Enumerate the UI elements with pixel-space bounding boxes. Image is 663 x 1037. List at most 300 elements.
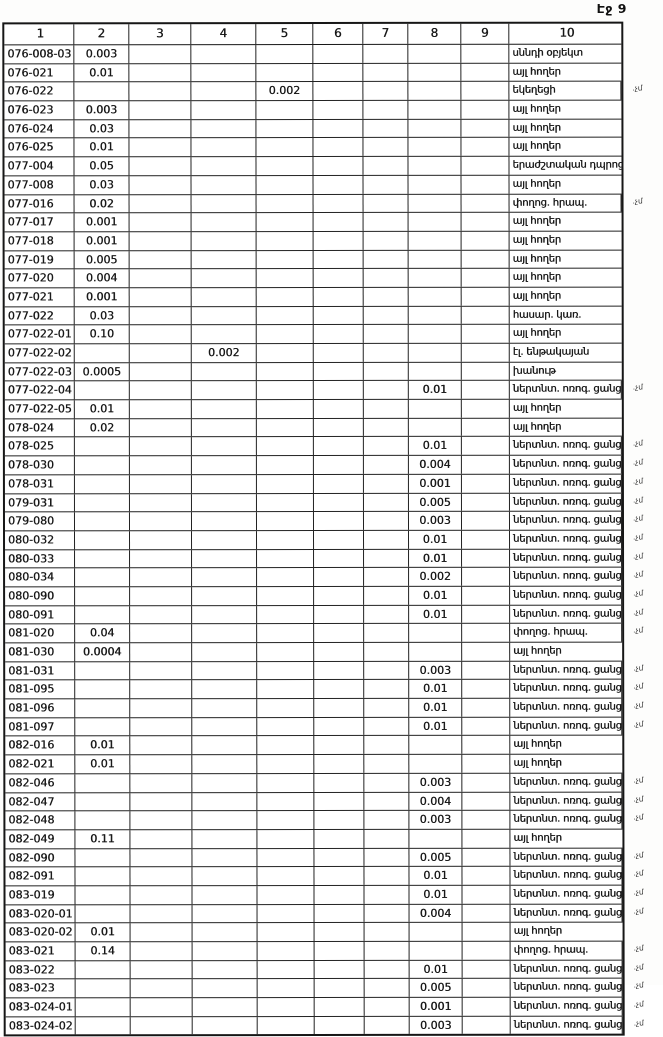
handwritten-margin-note: .չմ — [632, 457, 644, 467]
value-cell — [364, 381, 409, 399]
table-row — [5, 325, 622, 345]
value-cell — [258, 1017, 315, 1035]
value-cell — [314, 437, 364, 455]
page-number-label: Էջ 9 — [596, 1, 627, 16]
value-cell: 0.01 — [409, 531, 462, 549]
value-cell — [462, 605, 510, 623]
table-row — [4, 138, 621, 158]
value-cell — [462, 699, 510, 717]
value-cell: 0.01 — [74, 64, 129, 82]
land-use-cell: հասար. կառ. — [512, 309, 582, 321]
value-cell — [462, 587, 510, 605]
value-cell — [192, 456, 257, 474]
value-cell — [191, 64, 256, 82]
value-cell: 0.004 — [409, 456, 462, 474]
value-cell: 0.02 — [75, 195, 130, 213]
value-cell — [462, 886, 510, 904]
value-cell — [462, 250, 510, 268]
value-cell: 0.01 — [410, 960, 463, 978]
value-cell — [313, 45, 363, 63]
value-cell — [363, 45, 408, 63]
value-cell — [130, 755, 192, 773]
value-cell — [462, 194, 510, 212]
value-cell — [364, 400, 409, 418]
value-cell — [257, 643, 314, 661]
parcel-code-cell: 077-021 — [5, 288, 75, 306]
value-cell — [76, 980, 131, 998]
table-row — [6, 1016, 644, 1035]
value-cell — [409, 325, 462, 343]
value-cell — [364, 456, 409, 474]
parcel-code-cell: 083-022 — [6, 961, 76, 979]
parcel-code-cell: 082-048 — [5, 812, 75, 830]
value-cell — [257, 550, 314, 568]
value-cell — [257, 531, 314, 549]
handwritten-margin-note: .չմ — [633, 551, 644, 561]
value-cell: 0.001 — [75, 232, 130, 250]
value-cell — [75, 886, 130, 904]
handwritten-margin-note: .չմ — [632, 513, 644, 523]
value-cell — [192, 494, 257, 512]
value-cell — [192, 886, 257, 904]
land-use-cell: ներտնտ. ոռոգ. ցանց — [510, 886, 622, 904]
value-cell — [408, 138, 461, 156]
value-cell — [363, 64, 408, 82]
value-cell — [462, 568, 510, 586]
value-cell — [314, 250, 364, 268]
land-use-cell: ներտնտ. ոռոգ. ցանց — [510, 474, 622, 492]
value-cell — [313, 82, 363, 100]
value-cell — [462, 213, 510, 231]
parcel-code-cell: 081-097 — [5, 718, 75, 736]
value-cell — [192, 755, 257, 773]
value-cell — [130, 774, 192, 792]
value-cell: 0.01 — [409, 549, 462, 567]
value-cell — [257, 288, 314, 306]
land-use-cell: այլ հողեր — [512, 402, 562, 414]
value-cell — [192, 531, 257, 549]
value-cell: 0.10 — [75, 326, 130, 344]
value-cell — [314, 568, 364, 586]
value-cell: 0.01 — [409, 718, 462, 736]
value-cell — [130, 269, 192, 287]
value-cell: 0.14 — [76, 942, 131, 960]
value-cell — [192, 811, 257, 829]
parcel-code-cell: 083-021 — [6, 942, 76, 960]
value-cell — [130, 830, 192, 848]
value-cell — [257, 606, 314, 624]
parcel-code-cell: 078-031 — [5, 475, 75, 493]
value-cell — [76, 905, 131, 923]
value-cell — [409, 232, 462, 250]
value-cell — [314, 325, 364, 343]
value-cell — [130, 867, 192, 885]
value-cell — [258, 923, 315, 941]
parcel-code-cell: 079-080 — [5, 513, 75, 531]
value-cell — [130, 400, 192, 418]
value-cell — [364, 755, 409, 773]
value-cell — [258, 979, 315, 997]
table-row — [5, 344, 622, 364]
handwritten-margin-note: .չմ — [633, 775, 644, 785]
value-cell — [364, 176, 409, 194]
table-row — [5, 717, 644, 737]
table-row — [6, 904, 644, 924]
table-row — [5, 755, 622, 775]
table-row — [5, 549, 644, 569]
value-cell — [408, 63, 461, 81]
value-cell — [75, 344, 130, 362]
value-cell — [313, 120, 363, 138]
land-use-cell: սննդի օբյեկտ — [512, 47, 583, 59]
value-cell: 0.001 — [75, 213, 130, 231]
parcel-code-cell: 082-091 — [5, 868, 75, 886]
value-cell — [364, 587, 409, 605]
value-cell — [192, 793, 257, 811]
value-cell — [75, 849, 130, 867]
value-cell — [257, 381, 314, 399]
land-use-cell: ներտնտ. ոռոգ. ցանց — [510, 456, 622, 474]
value-cell — [258, 905, 315, 923]
value-cell — [257, 587, 314, 605]
value-cell — [74, 83, 129, 101]
value-cell — [192, 643, 257, 661]
value-cell — [461, 101, 509, 119]
parcel-code-cell: 078-024 — [5, 419, 75, 437]
value-cell — [364, 194, 409, 212]
value-cell — [191, 45, 256, 63]
value-cell — [462, 232, 510, 250]
value-cell — [192, 606, 257, 624]
land-use-cell: ներտնտ. ոռոգ. ցանց — [510, 680, 622, 698]
value-cell — [364, 774, 409, 792]
value-cell — [364, 232, 409, 250]
value-cell — [314, 830, 364, 848]
value-cell: 0.01 — [76, 924, 131, 942]
value-cell — [364, 792, 409, 810]
value-cell — [257, 176, 314, 194]
value-cell — [130, 606, 192, 624]
parcel-code-cell: 081-030 — [5, 643, 75, 661]
parcel-code-cell: 076-021 — [4, 64, 74, 82]
value-cell — [462, 549, 510, 567]
value-cell — [363, 138, 408, 156]
value-cell — [192, 419, 257, 437]
value-cell — [192, 400, 257, 418]
value-cell — [313, 101, 363, 119]
value-cell — [75, 811, 130, 829]
value-cell — [364, 512, 409, 530]
value-cell — [130, 195, 192, 213]
value-cell — [314, 232, 364, 250]
value-cell — [409, 288, 462, 306]
land-use-cell: այլ հողեր — [512, 178, 561, 190]
cadastre-table — [2, 22, 644, 1037]
table-row — [5, 643, 622, 663]
value-cell — [462, 306, 510, 324]
value-cell — [192, 718, 257, 736]
value-cell — [365, 979, 410, 997]
value-cell — [314, 288, 364, 306]
value-cell — [314, 176, 364, 194]
land-use-cell: ներտնտ. ոռոգ. ցանց — [510, 568, 622, 586]
table-row — [5, 736, 622, 756]
column-header-6: 6 — [313, 24, 363, 44]
table-row — [5, 269, 622, 289]
value-cell — [130, 849, 192, 867]
value-cell: 0.005 — [409, 493, 462, 511]
value-cell — [192, 867, 257, 885]
value-cell — [314, 419, 364, 437]
parcel-code-cell: 077-022-01 — [5, 326, 75, 344]
value-cell — [130, 363, 192, 381]
parcel-code-cell: 083-020-01 — [6, 905, 76, 923]
value-cell: 0.01 — [75, 737, 130, 755]
parcel-code-cell: 077-022-05 — [5, 400, 75, 418]
value-cell — [257, 662, 314, 680]
land-use-cell: ներտնտ. ոռոգ. ցանց — [511, 1016, 623, 1034]
value-cell: 0.02 — [75, 419, 130, 437]
value-cell — [129, 139, 191, 157]
value-cell — [462, 381, 510, 399]
value-cell — [409, 736, 462, 754]
parcel-code-cell: 077-016 — [5, 195, 75, 213]
table-row — [4, 82, 643, 102]
parcel-code-cell: 078-030 — [5, 456, 75, 474]
parcel-code-cell: 077-022-04 — [5, 382, 75, 400]
value-cell — [129, 45, 191, 63]
parcel-code-cell: 082-021 — [5, 755, 75, 773]
land-use-cell: էլ. ենթակայան — [512, 346, 590, 358]
parcel-code-cell: 083-019 — [5, 886, 75, 904]
value-cell — [462, 680, 510, 698]
land-use-cell: այլ հողեր — [512, 141, 561, 153]
value-cell — [365, 904, 410, 922]
value-cell — [364, 662, 409, 680]
value-cell — [130, 568, 192, 586]
value-cell — [130, 438, 192, 456]
value-cell — [463, 923, 511, 941]
value-cell — [461, 45, 509, 63]
value-cell — [462, 512, 510, 530]
value-cell: 0.01 — [409, 886, 462, 904]
value-cell: 0.05 — [74, 157, 129, 175]
column-header-3: 3 — [129, 24, 191, 44]
value-cell — [409, 269, 462, 287]
value-cell — [364, 549, 409, 567]
value-cell — [257, 232, 314, 250]
column-header-2: 2 — [74, 24, 129, 44]
value-cell — [192, 213, 257, 231]
value-cell — [410, 942, 463, 960]
parcel-code-cell: 077-018 — [5, 232, 75, 250]
value-cell — [462, 811, 510, 829]
value-cell — [75, 699, 130, 717]
value-cell — [364, 568, 409, 586]
land-use-cell: ներտնտ. ոռոգ. ցանց — [510, 717, 622, 735]
parcel-code-cell: 077-017 — [5, 214, 75, 232]
value-cell — [313, 138, 363, 156]
value-cell — [75, 382, 130, 400]
value-cell — [75, 512, 130, 530]
value-cell — [314, 475, 364, 493]
value-cell — [130, 811, 192, 829]
value-cell — [315, 961, 365, 979]
handwritten-margin-note: .չմ — [633, 663, 644, 673]
table-row — [5, 773, 644, 793]
parcel-code-cell: 083-023 — [6, 980, 76, 998]
value-cell — [409, 250, 462, 268]
value-cell: 0.003 — [409, 512, 462, 530]
value-cell — [364, 718, 409, 736]
table-row — [5, 437, 644, 457]
parcel-code-cell: 082-090 — [5, 849, 75, 867]
land-use-cell: այլ հողեր — [513, 832, 562, 844]
land-use-cell: ներտնտ. ոռոգ. ցանց — [510, 699, 622, 717]
value-cell — [314, 699, 364, 717]
handwritten-margin-note: .չմ — [633, 999, 644, 1009]
value-cell — [192, 232, 257, 250]
value-cell — [130, 494, 192, 512]
value-cell — [130, 288, 192, 306]
land-use-cell: այլ հողեր — [513, 757, 562, 769]
value-cell — [257, 680, 314, 698]
value-cell — [257, 830, 314, 848]
value-cell — [314, 774, 364, 792]
value-cell — [314, 363, 364, 381]
table-body — [4, 45, 644, 1035]
value-cell — [462, 456, 510, 474]
value-cell — [130, 886, 192, 904]
value-cell — [364, 811, 409, 829]
value-cell — [314, 213, 364, 231]
value-cell — [130, 325, 192, 343]
value-cell — [314, 811, 364, 829]
value-cell — [129, 101, 191, 119]
value-cell: 0.01 — [75, 755, 130, 773]
table-row — [6, 923, 623, 943]
value-cell — [75, 456, 130, 474]
value-cell — [130, 232, 192, 250]
value-cell — [192, 251, 257, 269]
handwritten-margin-note: .չմ — [632, 476, 644, 486]
land-use-cell: ներտնտ. ոռոգ. ցանց — [510, 848, 622, 866]
table-row — [4, 119, 621, 139]
value-cell — [75, 681, 130, 699]
value-cell — [314, 381, 364, 399]
value-cell — [129, 83, 191, 101]
table-row — [5, 811, 644, 831]
value-cell — [130, 699, 192, 717]
value-cell — [192, 680, 257, 698]
table-row — [5, 418, 622, 438]
value-cell: 0.004 — [409, 792, 462, 810]
value-cell — [192, 512, 257, 530]
parcel-code-cell: 082-046 — [5, 774, 75, 792]
value-cell — [193, 923, 258, 941]
value-cell — [364, 288, 409, 306]
value-cell — [75, 569, 130, 587]
value-cell — [364, 475, 409, 493]
land-use-cell: ներտնտ. ոռոգ. ցանց — [511, 960, 623, 978]
land-use-cell: ներտնտ. ոռոգ. ցանց — [510, 530, 622, 548]
land-use-cell: այլ հողեր — [512, 66, 561, 78]
value-cell — [130, 624, 192, 642]
table-row — [6, 998, 644, 1018]
value-cell — [462, 867, 510, 885]
value-cell: 0.003 — [409, 774, 462, 792]
value-cell — [191, 157, 256, 175]
value-cell — [130, 307, 192, 325]
parcel-code-cell: 077-008 — [5, 176, 75, 194]
table-row — [5, 250, 622, 270]
value-cell — [314, 512, 364, 530]
value-cell — [313, 64, 363, 82]
value-cell — [130, 531, 192, 549]
table-row — [4, 45, 621, 65]
value-cell — [129, 157, 191, 175]
table-row — [5, 587, 644, 607]
value-cell: 0.003 — [74, 45, 129, 63]
column-header-1: 1 — [4, 24, 74, 44]
table-row — [5, 699, 644, 719]
land-use-cell: ներտնտ. ոռոգ. ցանց — [510, 549, 622, 567]
value-cell — [131, 923, 193, 941]
parcel-code-cell: 077-020 — [5, 270, 75, 288]
value-cell — [257, 886, 314, 904]
value-cell — [364, 306, 409, 324]
value-cell — [257, 269, 314, 287]
parcel-code-cell: 083-024-01 — [6, 998, 76, 1016]
value-cell — [131, 961, 193, 979]
value-cell — [408, 157, 461, 175]
land-use-cell: այլ հողեր — [513, 925, 562, 938]
value-cell — [257, 811, 314, 829]
value-cell — [364, 624, 409, 642]
value-cell — [76, 1017, 131, 1035]
value-cell — [75, 475, 130, 493]
handwritten-margin-note: .չմ — [633, 943, 644, 953]
value-cell — [462, 362, 510, 380]
table-row — [5, 194, 643, 214]
parcel-code-cell: 080-034 — [5, 569, 75, 587]
value-cell — [192, 195, 257, 213]
value-cell — [75, 587, 130, 605]
value-cell — [256, 101, 313, 119]
value-cell — [314, 606, 364, 624]
land-use-cell: ներտնտ. ոռոգ. ցանց — [510, 773, 622, 791]
value-cell — [314, 531, 364, 549]
table-row — [5, 530, 644, 550]
value-cell: 0.01 — [409, 680, 462, 698]
parcel-code-cell: 080-032 — [5, 531, 75, 549]
value-cell — [364, 344, 409, 362]
value-cell — [409, 213, 462, 231]
value-cell — [257, 194, 314, 212]
land-use-cell: փողոց. հրապ. — [510, 624, 622, 642]
value-cell — [256, 120, 313, 138]
value-cell — [364, 886, 409, 904]
parcel-code-cell: 077-019 — [5, 251, 75, 269]
handwritten-margin-note: .չմ — [633, 906, 644, 916]
table-row — [5, 680, 644, 700]
parcel-code-cell: 079-031 — [5, 494, 75, 512]
parcel-code-cell: 080-091 — [5, 606, 75, 624]
table-row — [6, 960, 644, 980]
value-cell — [365, 923, 410, 941]
value-cell — [192, 288, 257, 306]
land-use-cell: այլ հողեր — [512, 122, 561, 134]
